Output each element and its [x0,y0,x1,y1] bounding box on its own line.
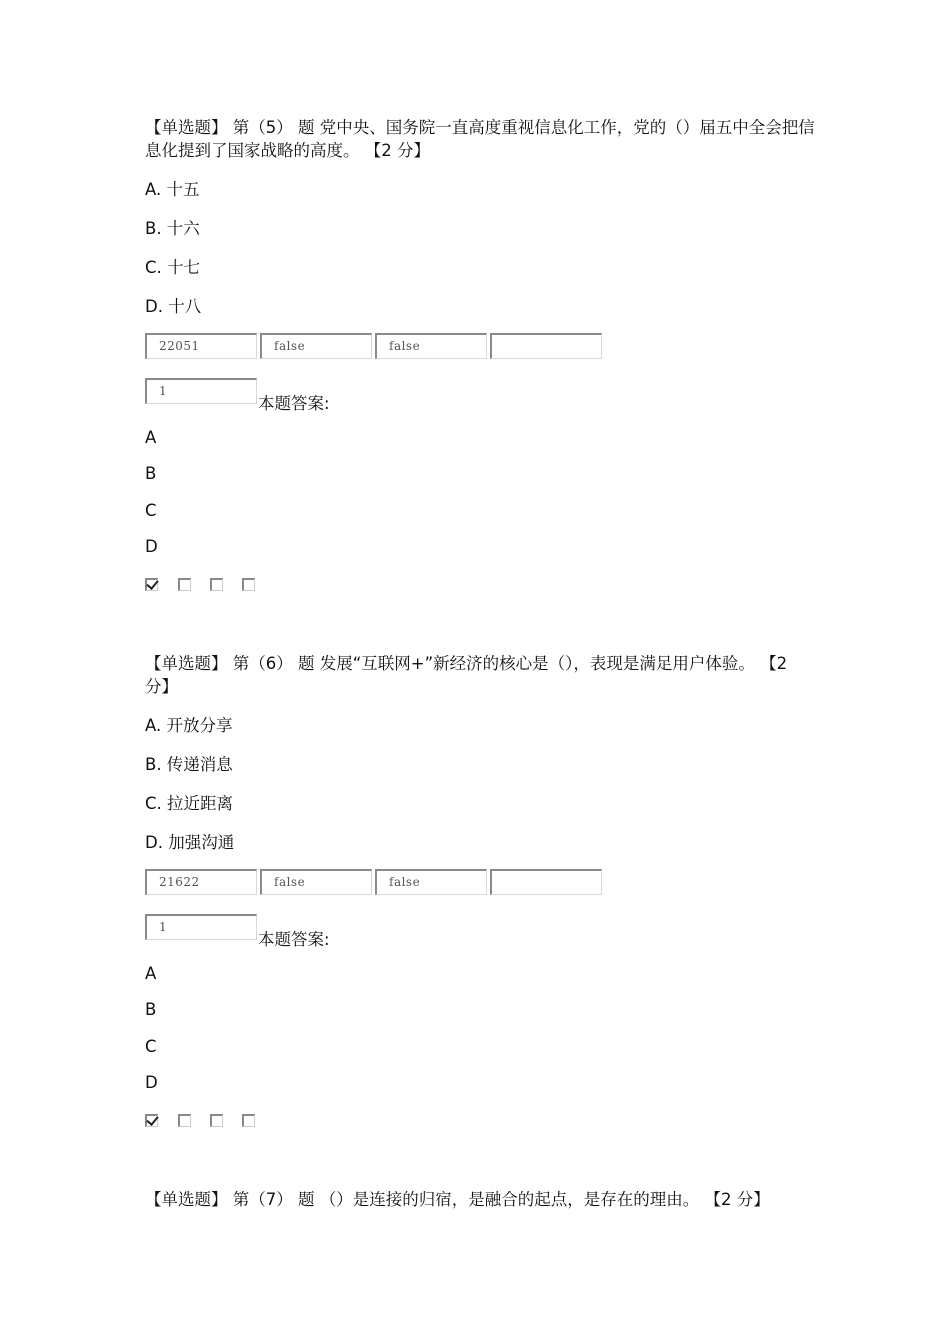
answer-label: 本题答案: [258,930,330,949]
question-id-field[interactable]: 22051 [145,333,257,359]
question-id-field[interactable]: 21622 [145,869,257,895]
checkbox-c[interactable] [210,1114,223,1127]
answer-label: 本题答案: [258,394,330,413]
option-c: C. 拉近距离 [145,794,234,813]
checkbox-a[interactable] [145,1114,158,1127]
flag-field-2[interactable]: false [375,333,487,359]
option-a: A. 开放分享 [145,716,233,735]
option-d: D. 加强沟通 [145,833,235,852]
checkbox-d[interactable] [242,1114,255,1127]
letter-c: C [145,501,157,520]
question-text: 【单选题】 第（5） 题 党中央、国务院一直高度重视信息化工作，党的（）届五中全会把信息化提到了国家战略的高度。 【2 分】 [145,118,815,160]
option-b: B. 十六 [145,219,200,238]
checkbox-a[interactable] [145,578,158,591]
checkbox-b[interactable] [178,578,191,591]
question-6 [145,652,815,1092]
letter-d: D [145,1073,158,1092]
letter-d: D [145,537,158,556]
check-icon [146,577,158,590]
question-text: 【单选题】 第（7） 题 （）是连接的归宿，是融合的起点，是存在的理由。 【2 分】 [145,1190,770,1209]
flag-field-2[interactable]: false [375,869,487,895]
letter-b: B [145,1000,157,1019]
letter-b: B [145,464,157,483]
flag-field-1[interactable]: false [260,869,372,895]
question-7 [145,1188,815,1211]
checkbox-c[interactable] [210,578,223,591]
answer-index-field[interactable]: 1 [145,914,257,940]
option-b: B. 传递消息 [145,755,233,774]
question-text: 【单选题】 第（6） 题 发展“互联网+”新经济的核心是（），表现是满足用户体验。 【2 分】 [145,654,788,696]
letter-a: A [145,428,157,447]
empty-field[interactable] [490,869,602,895]
checkbox-b[interactable] [178,1114,191,1127]
flag-field-1[interactable]: false [260,333,372,359]
question-5 [145,116,815,556]
letter-c: C [145,1037,157,1056]
letter-a: A [145,964,157,983]
option-c: C. 十七 [145,258,201,277]
option-d: D. 十八 [145,297,202,316]
option-a: A. 十五 [145,180,200,199]
answer-index-field[interactable]: 1 [145,378,257,404]
checkbox-d[interactable] [242,578,255,591]
check-icon [146,1113,158,1126]
empty-field[interactable] [490,333,602,359]
